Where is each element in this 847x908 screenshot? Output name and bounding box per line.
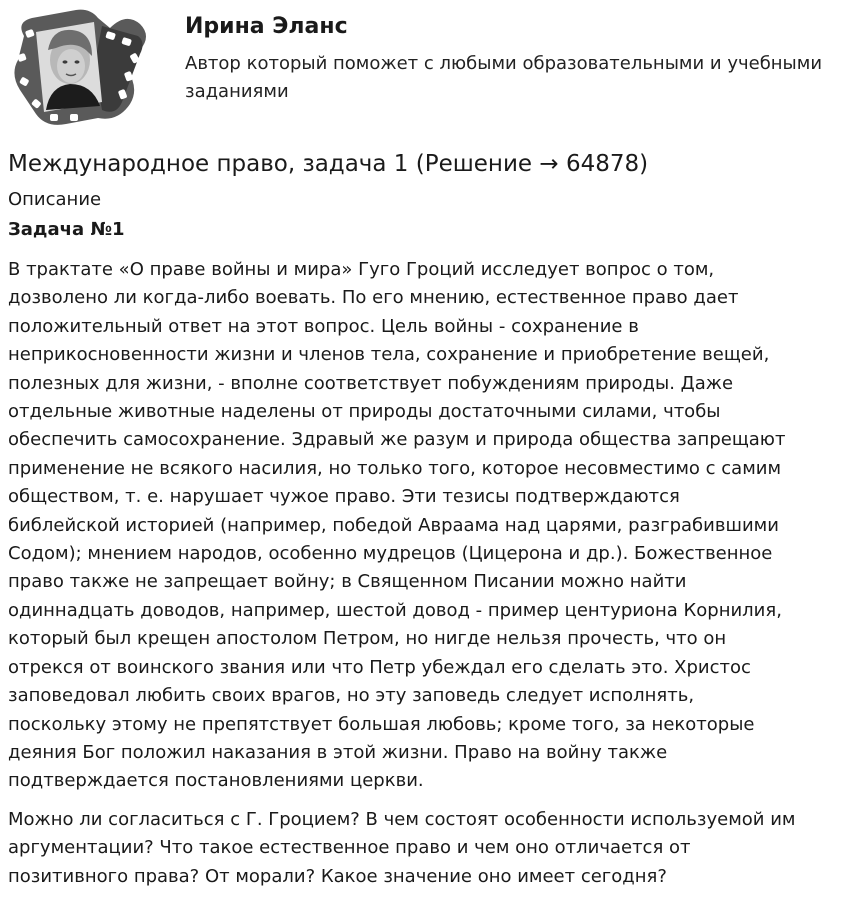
author-name: Ирина Эланс — [185, 14, 348, 39]
author-avatar — [6, 6, 150, 128]
text-line: заповедовал любить своих врагов, но эту заповедь следует исполнять, — [8, 685, 695, 707]
text-line: Содом); мнением народов, особенно мудрецов (Цицерона и др.). Божественное — [8, 543, 773, 565]
text-line: положительный ответ на этот вопрос. Цель войны - сохранение в — [8, 315, 639, 337]
text-line: неприкосновенности жизни и членов тела, сохранение и приобретение вещей, — [8, 344, 770, 366]
task-paragraph-1 — [8, 256, 843, 796]
text-line: аргументации? Что такое естественное право и чем оно отличается от — [8, 837, 691, 859]
description-label: Описание — [8, 189, 102, 210]
text-line: подтверждается постановлениями церкви. — [8, 770, 424, 792]
task-label: Задача №1 — [8, 219, 125, 240]
text-line: обществом, т. е. нарушает чужое право. Эти тезисы подтверждаются — [8, 486, 680, 508]
task-paragraph-2 — [8, 806, 843, 891]
text-line: полезных для жизни, - вполне соответствует побуждениям природы. Даже — [8, 372, 734, 394]
text-line: библейской историей (например, победой Авраама над царями, разграбившими — [8, 514, 779, 536]
author-photo — [36, 22, 102, 112]
text-line: отдельные животные наделены от природы достаточными силами, чтобы — [8, 401, 721, 423]
author-description: Автор который поможет с любыми образовательными и учебными заданиями — [185, 53, 823, 102]
text-line: одиннадцать доводов, например, шестой довод - пример центуриона Корнилия, — [8, 599, 782, 621]
text-line: дозволено ли когда-либо воевать. По его мнению, естественное право дает — [8, 287, 739, 309]
text-line: обеспечить самосохранение. Здравый же разум и природа общества запрещают — [8, 429, 786, 451]
text-line: который был крещен апостолом Петром, но нигде нельзя прочесть, что он — [8, 628, 727, 650]
text-line: поскольку этому не препятствует большая любовь; кроме того, за некоторые — [8, 713, 755, 735]
text-line: В трактате «О праве войны и мира» Гуго Гроций исследует вопрос о том, — [8, 259, 715, 280]
page-title: Международное право, задача 1 (Решение → 64878) — [8, 151, 649, 177]
text-line: позитивного права? От морали? Какое значение оно имеет сегодня? — [8, 865, 667, 887]
text-line: Можно ли согласиться с Г. Гроцием? В чем состоят особенности используемой им — [8, 809, 796, 830]
text-line: применение не всякого насилия, но только того, которое несовместимо с самим — [8, 457, 782, 479]
text-line: право также не запрещает войну; в Священном Писании можно найти — [8, 571, 687, 593]
author-header — [0, 0, 847, 130]
text-line: отрекся от воинского звания или что Петр убеждал его сделать это. Христос — [8, 656, 751, 678]
text-line: деяния Бог положил наказания в этой жизни. Право на войну также — [8, 741, 668, 763]
